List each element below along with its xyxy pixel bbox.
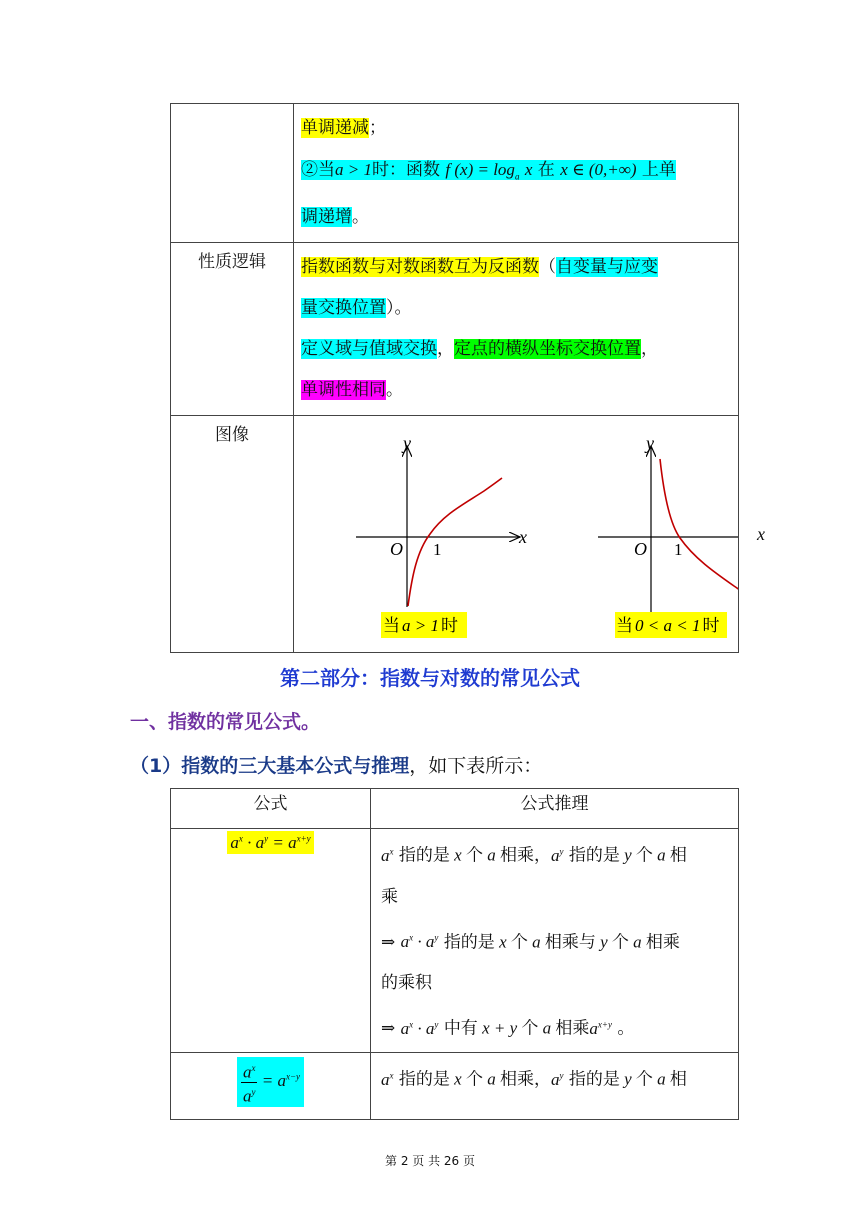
table-row [171,1052,739,1119]
origin-label: O [634,539,647,560]
formula-cell [171,829,371,1053]
derivation-cell: $a^x$ 指的是 x 个 a 相乘，$a^y$ 指的是 y 个 a 相 乘 ⇒ $a^x \cdot a^y$ 指的是 x 个 a 相乘与 y 个 a 相乘 的乘积 ⇒ $a^x \cdot a^y$ 中有 x + y 个 a 相乘$a^{x+y}$ 。 [371,829,739,1053]
origin-label: O [390,539,403,560]
y-axis-label: y [403,433,411,454]
function-properties-table [170,103,765,653]
log-curve-decreasing [660,459,738,594]
section-title: 第二部分：指数与对数的常见公式 [280,666,580,690]
graph2-caption: 当 0 < a < 1 时 [616,616,720,637]
x-axis-label: x [757,524,765,545]
table-row [171,243,739,416]
table-row [171,416,739,653]
table-row [171,829,739,1053]
x-axis-label: x [519,527,527,548]
tick-1-label: 1 [433,540,442,560]
graphs-cell [294,416,765,653]
table-row [171,104,739,243]
table-header-row [171,789,739,829]
exponent-formula-table [170,788,739,1120]
subsection-title: 一、指数的常见公式。 [130,711,321,733]
monotonicity-cell: 单调递减； ②当a > 1时：函数 f $(x) = \log_a x$ 在 x ∈ (0,+∞) 上单 调递增。 [294,104,739,243]
y-axis-label: y [646,433,654,454]
formula-cell [171,1052,371,1119]
header-derivation: 公式推理 [371,789,739,829]
derivation-cell: $a^x$ 指的是 x 个 a 相乘，$a^y$ 指的是 y 个 a 相 [371,1052,739,1119]
page-footer: 第 2 页 共 26 页 [385,1154,475,1168]
quotient-rule-formula: $\frac{a^x}{a^y}$ = $a^{x-y}$ [237,1057,304,1107]
row-label-empty [171,104,294,243]
row-label: 性质逻辑 [171,243,294,416]
property-logic-cell: 指数函数与对数函数互为反函数（自变量与应变 量交换位置）。 定义域与值域交换，定点的横纵坐标交换位置， 单调性相同。 [294,243,739,416]
tick-1-label: 1 [674,540,683,560]
log-graphs [294,416,738,650]
subsection-heading: （1）指数的三大基本公式与推理，如下表所示： [130,755,543,777]
header-formula: 公式 [171,789,371,829]
row-label: 图像 [171,416,294,653]
graph1-caption: 当 a > 1 时 [383,616,458,637]
log-curve-increasing [408,478,502,606]
product-rule-formula: $a^x \cdot a^y = a^{x+y}$ [227,831,313,854]
